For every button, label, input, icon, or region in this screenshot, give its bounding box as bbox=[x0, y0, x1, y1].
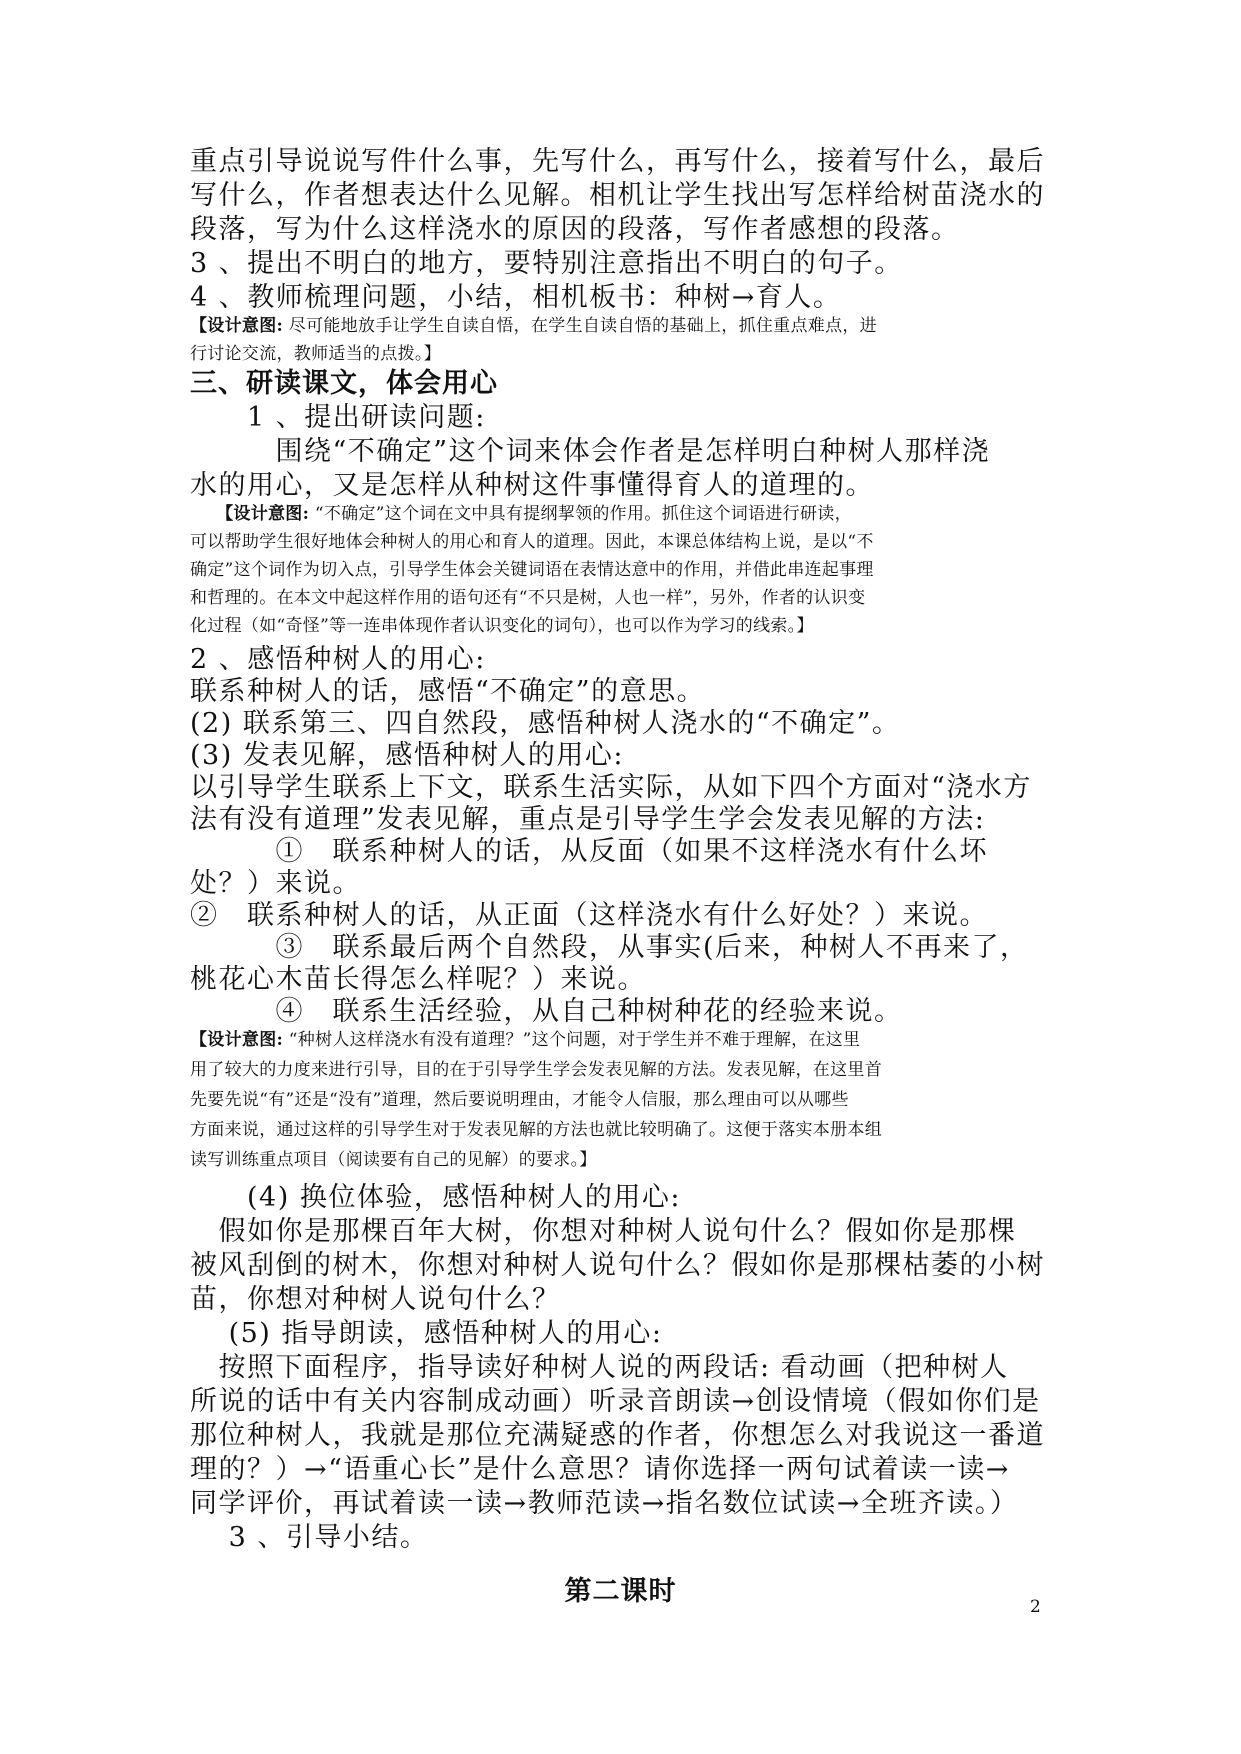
text-line: 法有没有道理”发表见解，重点是引导学生学会发表见解的方法: bbox=[190, 804, 986, 835]
text-line: (2) 联系第三、四自然段，感悟种树人浇水的“不确定”。 bbox=[190, 708, 901, 739]
text-line: 理的？）→“语重心长”是什么意思？请你选择一两句试着读一读→ bbox=[190, 1454, 1010, 1485]
note-text: 尽可能地放手让学生自读自悟，在学生自读自悟的基础上，抓住重点难点，进 bbox=[283, 316, 877, 336]
text-line: 用了较大的力度来进行引导，目的在于引导学生学会发表见解的方法。发表见解，在这里首 bbox=[190, 1060, 882, 1080]
text-line: 和哲理的。在本文中起这样作用的语句还有“不只是树，人也一样”，另外，作者的认识变 bbox=[190, 588, 866, 608]
text-line: ③ 联系最后两个自然段，从事实(后来，种树人不再来了， bbox=[190, 932, 1029, 963]
design-intent-note bbox=[190, 1032, 860, 1049]
note-text: “不确定”这个词在文中具有提纲挈领的作用。抓住这个词语进行研读， bbox=[309, 504, 852, 524]
text-line: 苗，你想对种树人说句什么？ bbox=[190, 1284, 561, 1315]
text-line: 化过程（如“奇怪”等一连串体现作者认识变化的词句），也可以作为学习的线索。】 bbox=[190, 616, 814, 636]
text-line: ② 联系种树人的话，从正面（这样浇水有什么好处？）来说。 bbox=[190, 900, 988, 931]
text-line: 水的用心，又是怎样从种树这件事懂得育人的道理的。 bbox=[190, 470, 874, 501]
text-line: 确定”这个词作为切入点，引导学生体会关键词语在表情达意中的作用，并借此串连起事理 bbox=[190, 560, 874, 580]
text-line: ① 联系种树人的话，从反面（如果不这样浇水有什么坏 bbox=[190, 836, 988, 867]
text-line: 3 、提出不明白的地方，要特别注意指出不明白的句子。 bbox=[190, 248, 903, 279]
text-line: 重点引导说说写件什么事，先写什么，再写什么，接着写什么，最后 bbox=[190, 146, 1045, 177]
text-line: ④ 联系生活经验，从自己种树种花的经验来说。 bbox=[190, 996, 903, 1027]
text-line: 联系种树人的话，感悟“不确定”的意思。 bbox=[190, 676, 706, 707]
section-heading: 三、研读课文，体会用心 bbox=[190, 368, 498, 399]
text-line: 所说的话中有关内容制成动画）听录音朗读→创设情境（假如你们是 bbox=[190, 1386, 1041, 1417]
text-line: 方面来说，通过这样的引导学生对于发表见解的方法也就比较明确了。这便于落实本册本组 bbox=[190, 1120, 882, 1140]
page-number: 2 bbox=[1030, 1597, 1041, 1617]
note-text: “种树人这样浇水有没有道理？”这个问题，对于学生并不难于理解，在这里 bbox=[283, 1030, 861, 1050]
text-line: 读写训练重点项目（阅读要有自己的见解）的要求。】 bbox=[190, 1150, 597, 1170]
text-line: 被风刮倒的树木，你想对种树人说句什么？假如你是那棵枯萎的小树 bbox=[190, 1250, 1045, 1281]
text-line: (3) 发表见解，感悟种树人的用心: bbox=[190, 740, 624, 771]
text-line: 处？）来说。 bbox=[190, 868, 361, 899]
text-line: 以引导学生联系上下文，联系生活实际，从如下四个方面对“浇水方 bbox=[190, 772, 1032, 803]
design-intent-note bbox=[190, 318, 877, 335]
text-line: 那位种树人，我就是那位充满疑惑的作者，你想怎么对我说这一番道 bbox=[190, 1420, 1045, 1451]
text-line: 围绕“不确定”这个词来体会作者是怎样明白种树人那样浇 bbox=[190, 436, 991, 467]
text-line: 按照下面程序，指导读好种树人说的两段话: 看动画（把种树人 bbox=[190, 1352, 1009, 1383]
design-intent-label: 【设计意图: bbox=[190, 504, 310, 524]
text-line: 先要先说“有”还是“没有”道理，然后要说明理由，才能令人信服，那么理由可以从哪些 bbox=[190, 1090, 849, 1110]
text-line: 2 、感悟种树人的用心: bbox=[190, 644, 486, 675]
text-line: 写什么，作者想表达什么见解。相机让学生找出写怎样给树苗浇水的 bbox=[190, 180, 1045, 211]
text-line: 4 、教师梳理问题，小结，相机板书：种树→育人。 bbox=[190, 282, 842, 313]
text-line: 行讨论交流，教师适当的点拨。】 bbox=[190, 344, 441, 364]
text-line: 3 、引导小结。 bbox=[190, 1522, 429, 1553]
text-line: 1 、提出研读问题: bbox=[190, 402, 486, 433]
design-intent-note bbox=[190, 506, 852, 523]
design-intent-label: 【设计意图: bbox=[190, 1030, 284, 1050]
text-line: (4) 换位体验，感悟种树人的用心: bbox=[190, 1182, 681, 1213]
text-line: 桃花心木苗长得怎么样呢？）来说。 bbox=[190, 964, 646, 995]
text-line: 假如你是那棵百年大树，你想对种树人说句什么？假如你是那棵 bbox=[190, 1216, 1017, 1247]
text-line: 可以帮助学生很好地体会种树人的用心和育人的道理。因此，本课总体结构上说，是以“不 bbox=[190, 532, 874, 552]
text-line: (5) 指导朗读，感悟种树人的用心: bbox=[190, 1318, 663, 1349]
lesson-heading: 第二课时 bbox=[564, 1576, 677, 1607]
text-line: 段落，写为什么这样浇水的原因的段落，写作者感想的段落。 bbox=[190, 214, 960, 245]
design-intent-label: 【设计意图: bbox=[190, 316, 284, 336]
text-line: 同学评价，再试着读一读→教师范读→指名数位试读→全班齐读。） bbox=[190, 1488, 1019, 1519]
